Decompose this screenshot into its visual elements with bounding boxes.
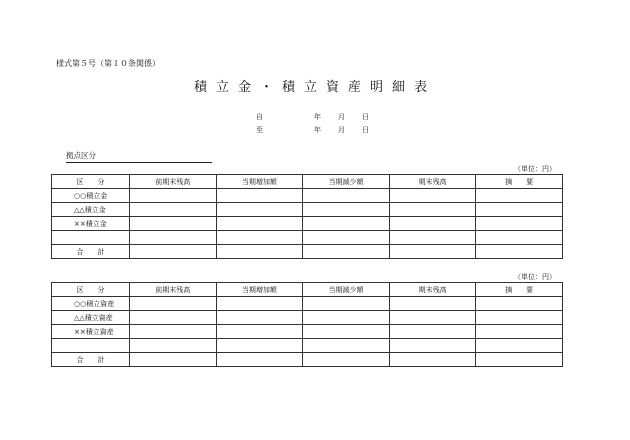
table-row bbox=[52, 297, 563, 311]
column-header-end-balance: 期末残高 bbox=[389, 175, 476, 189]
cell-increase[interactable] bbox=[216, 325, 303, 339]
cell-prior-balance[interactable] bbox=[130, 189, 217, 203]
cell-decrease[interactable] bbox=[303, 245, 390, 259]
cell-remarks[interactable] bbox=[476, 297, 563, 311]
cell-prior-balance[interactable] bbox=[130, 203, 217, 217]
cell-increase[interactable] bbox=[216, 231, 303, 245]
column-header-remarks: 摘 要 bbox=[476, 283, 563, 297]
row-label: △△積立金 bbox=[52, 203, 130, 217]
row-label: ××積立資産 bbox=[52, 325, 130, 339]
cell-end-balance[interactable] bbox=[389, 189, 476, 203]
cell-increase[interactable] bbox=[216, 311, 303, 325]
unit-label-2: （単位：円） bbox=[514, 273, 556, 281]
cell-decrease[interactable] bbox=[303, 339, 390, 353]
cell-increase[interactable] bbox=[216, 353, 303, 367]
total-row bbox=[52, 353, 563, 367]
cell-remarks[interactable] bbox=[476, 311, 563, 325]
cell-increase[interactable] bbox=[216, 203, 303, 217]
table-row bbox=[52, 217, 563, 231]
cell-prior-balance[interactable] bbox=[130, 231, 217, 245]
cell-remarks[interactable] bbox=[476, 353, 563, 367]
cell-remarks[interactable] bbox=[476, 339, 563, 353]
cell-prior-balance[interactable] bbox=[130, 325, 217, 339]
table-header-row bbox=[52, 283, 563, 297]
row-label: ○○積立資産 bbox=[52, 297, 130, 311]
cell-end-balance[interactable] bbox=[389, 339, 476, 353]
column-header-category: 区 分 bbox=[52, 283, 130, 297]
unit-label-1: （単位：円） bbox=[514, 165, 556, 173]
reserve-fund-table bbox=[51, 174, 563, 259]
row-label: △△積立資産 bbox=[52, 311, 130, 325]
cell-decrease[interactable] bbox=[303, 353, 390, 367]
cell-prior-balance[interactable] bbox=[130, 217, 217, 231]
cell-end-balance[interactable] bbox=[389, 311, 476, 325]
cell-decrease[interactable] bbox=[303, 189, 390, 203]
cell-decrease[interactable] bbox=[303, 311, 390, 325]
table-header-row bbox=[52, 175, 563, 189]
cell-end-balance[interactable] bbox=[389, 203, 476, 217]
table-row bbox=[52, 231, 563, 245]
period-to-label: 至 bbox=[256, 126, 263, 134]
cell-remarks[interactable] bbox=[476, 325, 563, 339]
total-label: 合 計 bbox=[52, 353, 130, 367]
row-label: ××積立金 bbox=[52, 217, 130, 231]
cell-remarks[interactable] bbox=[476, 203, 563, 217]
cell-end-balance[interactable] bbox=[389, 353, 476, 367]
table-row bbox=[52, 339, 563, 353]
cell-end-balance[interactable] bbox=[389, 297, 476, 311]
cell-prior-balance[interactable] bbox=[130, 297, 217, 311]
total-row bbox=[52, 245, 563, 259]
cell-remarks[interactable] bbox=[476, 217, 563, 231]
cell-end-balance[interactable] bbox=[389, 231, 476, 245]
cell-end-balance[interactable] bbox=[389, 217, 476, 231]
total-label: 合 計 bbox=[52, 245, 130, 259]
column-header-prior-balance: 前期末残高 bbox=[130, 175, 217, 189]
office-section-label: 拠点区分 bbox=[66, 150, 212, 163]
cell-prior-balance[interactable] bbox=[130, 245, 217, 259]
column-header-decrease: 当期減少額 bbox=[303, 283, 390, 297]
table-row bbox=[52, 189, 563, 203]
column-header-remarks: 摘 要 bbox=[476, 175, 563, 189]
reserve-asset-table bbox=[51, 282, 563, 367]
period-to-day: 日 bbox=[362, 126, 369, 134]
row-label: ○○積立金 bbox=[52, 189, 130, 203]
cell-increase[interactable] bbox=[216, 339, 303, 353]
period-to-year: 年 bbox=[314, 126, 321, 134]
column-header-increase: 当期増加額 bbox=[216, 283, 303, 297]
cell-increase[interactable] bbox=[216, 189, 303, 203]
column-header-end-balance: 期末残高 bbox=[389, 283, 476, 297]
table-row bbox=[52, 325, 563, 339]
period-from-day: 日 bbox=[362, 113, 369, 121]
cell-remarks[interactable] bbox=[476, 189, 563, 203]
period-from-label: 自 bbox=[256, 113, 263, 121]
cell-increase[interactable] bbox=[216, 217, 303, 231]
cell-increase[interactable] bbox=[216, 245, 303, 259]
cell-remarks[interactable] bbox=[476, 231, 563, 245]
row-label bbox=[52, 339, 130, 353]
cell-increase[interactable] bbox=[216, 297, 303, 311]
column-header-category: 区 分 bbox=[52, 175, 130, 189]
cell-remarks[interactable] bbox=[476, 245, 563, 259]
cell-prior-balance[interactable] bbox=[130, 339, 217, 353]
cell-prior-balance[interactable] bbox=[130, 353, 217, 367]
table-row bbox=[52, 311, 563, 325]
column-header-increase: 当期増加額 bbox=[216, 175, 303, 189]
cell-decrease[interactable] bbox=[303, 297, 390, 311]
cell-decrease[interactable] bbox=[303, 217, 390, 231]
cell-decrease[interactable] bbox=[303, 231, 390, 245]
period-from-year: 年 bbox=[314, 113, 321, 121]
cell-decrease[interactable] bbox=[303, 203, 390, 217]
cell-prior-balance[interactable] bbox=[130, 311, 217, 325]
period-to-month: 月 bbox=[338, 126, 345, 134]
form-number: 様式第５号（第１０条関係） bbox=[56, 59, 160, 68]
column-header-decrease: 当期減少額 bbox=[303, 175, 390, 189]
cell-end-balance[interactable] bbox=[389, 325, 476, 339]
cell-end-balance[interactable] bbox=[389, 245, 476, 259]
period-from-month: 月 bbox=[338, 113, 345, 121]
cell-decrease[interactable] bbox=[303, 325, 390, 339]
row-label bbox=[52, 231, 130, 245]
table-row bbox=[52, 203, 563, 217]
document-title: 積立金・積立資産明細表 bbox=[193, 80, 436, 95]
column-header-prior-balance: 前期末残高 bbox=[130, 283, 217, 297]
